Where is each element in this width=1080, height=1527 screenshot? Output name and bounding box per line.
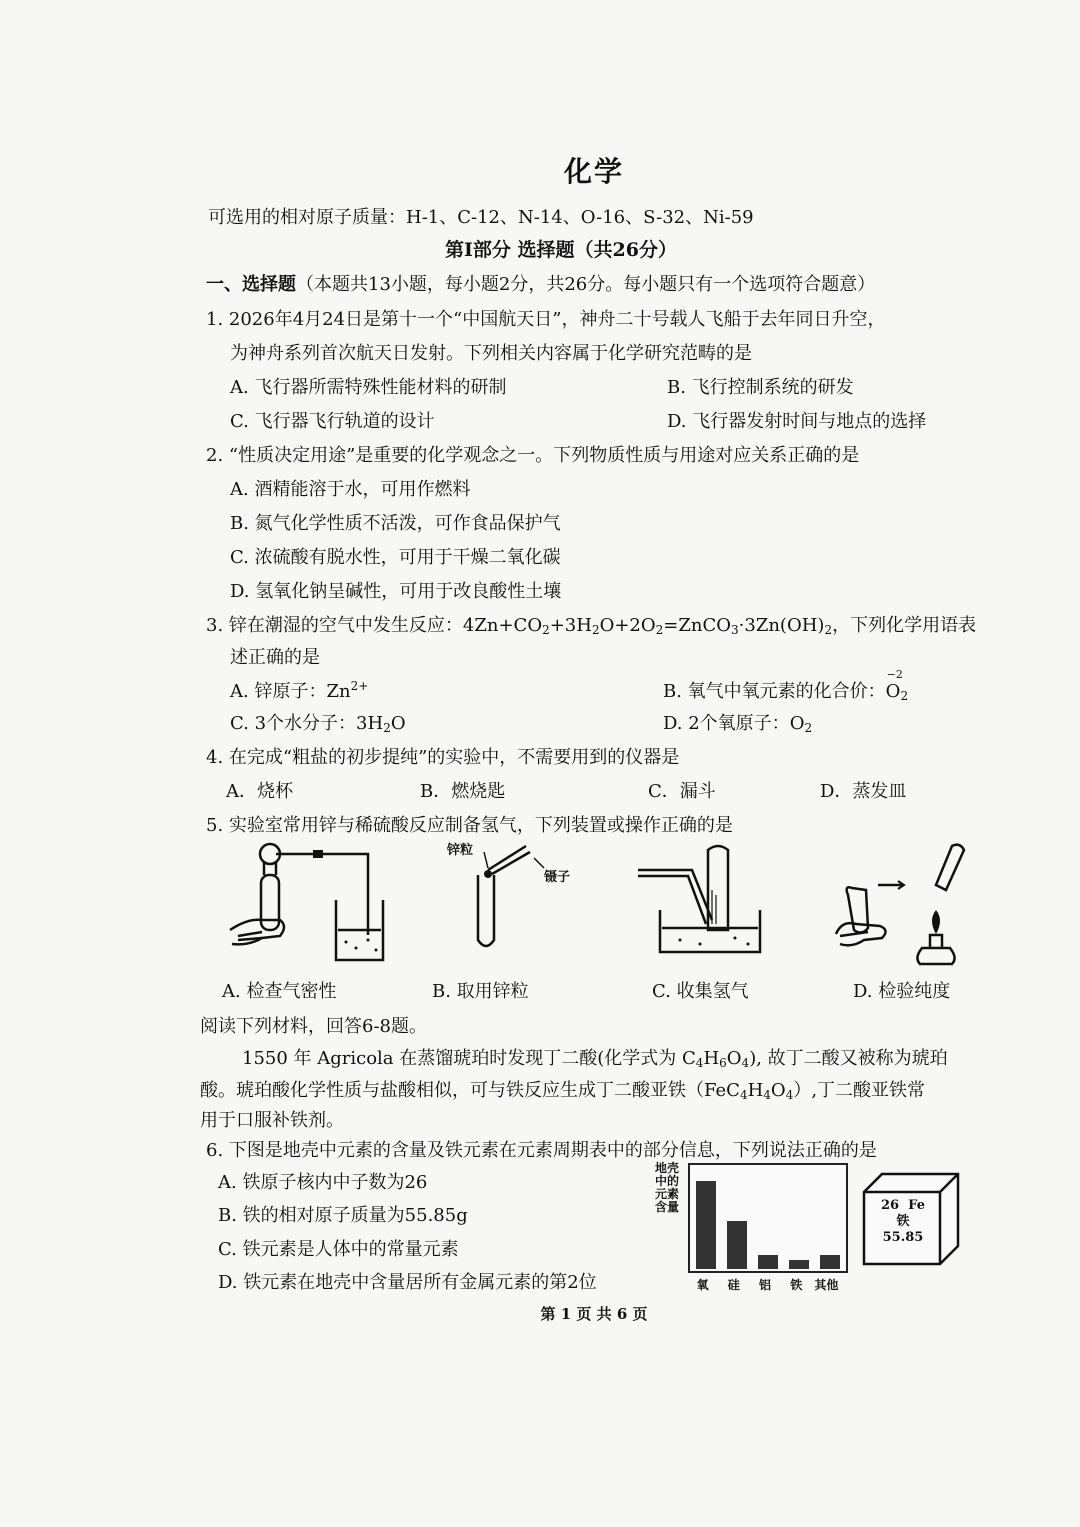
q3-option-c-text: C. 3个水分子：	[230, 713, 357, 734]
q4-option-a: A．烧杯	[226, 781, 293, 802]
chart-ylabel: 地壳中的元素含量	[655, 1161, 680, 1214]
bar-硅	[727, 1221, 747, 1269]
q5-option-a: A. 检查气密性	[222, 981, 337, 1002]
q3-option-c: C. 3个水分子：$3H_2O$	[230, 713, 406, 735]
q6-option-c: C. 铁元素是人体中的常量元素	[218, 1239, 459, 1260]
hydrogen-collection-figure	[630, 840, 770, 965]
page-footer: 第 1 页 共 6 页	[540, 1305, 648, 1323]
tweezers-label: 镊子	[544, 870, 571, 885]
bar-铁	[789, 1260, 809, 1269]
section-heading	[206, 270, 875, 296]
bar-label-硅: 硅	[727, 1278, 740, 1292]
q2-option-d: D. 氢氧化钠呈碱性，可用于改良酸性土壤	[230, 581, 562, 602]
bar-label-其他: 其他	[814, 1278, 839, 1292]
reading-paragraph-line2: 酸。琥珀酸化学性质与盐酸相似，可与铁反应生成丁二酸亚铁$(FeC_4H_4O_4)$,丁二酸亚铁常	[200, 1080, 926, 1102]
page-title: 化学	[563, 155, 624, 188]
bar-其他	[820, 1255, 840, 1269]
q1-stem-line1: 1. 2026年4月24日是第十一个“中国航天日”，神舟二十号载人飞船于去年同日升空，	[206, 309, 886, 330]
section-note: （本题共13小题，每小题2分，共26分。每小题只有一个选项符合题意）	[296, 274, 876, 295]
q3-option-a: A. 锌原子：$Zn^{2+}$	[230, 679, 369, 702]
q4-option-c: C．漏斗	[648, 781, 716, 802]
q3-option-d: D. 2个氧原子：$O_2$	[663, 713, 813, 735]
q1-option-d: D. 飞行器发射时间与地点的选择	[667, 411, 927, 432]
q2-option-b: B. 氮气化学性质不活泼，可作食品保护气	[230, 513, 561, 534]
zinc-pellet-label: 锌粒	[447, 843, 474, 858]
q3-option-b-text: B. 氧气中氧元素的化合价：	[663, 681, 886, 702]
atomic-masses: 可选用的相对原子质量：H-1、C-12、N-14、O-16、S-32、Ni-59	[208, 207, 754, 228]
q5-option-d: D. 检验纯度	[853, 981, 951, 1002]
iron-cell-top	[869, 1198, 937, 1214]
q3-stem-line2: 述正确的是	[230, 647, 320, 668]
reading-paragraph-line1: 1550 年 Agricola 在蒸馏琥珀时发现丁二酸(化学式为 $C_4H_6O_4$), 故丁二酸又被称为琥珀	[242, 1048, 948, 1070]
reading-paragraph-line3: 用于口服补铁剂。	[200, 1110, 344, 1131]
q6-option-d: D. 铁元素在地壳中含量居所有金属元素的第2位	[218, 1272, 597, 1293]
q2-option-a: A. 酒精能溶于水，可用作燃料	[230, 479, 471, 500]
bar-label-氧: 氧	[696, 1278, 709, 1292]
iron-mass: 55.85	[882, 1230, 924, 1245]
part-title: 第Ⅰ部分 选择题（共26分）	[445, 239, 677, 261]
crust-element-chart	[688, 1163, 848, 1273]
q3-stem-pre: 3. 锌在潮湿的空气中发生反应：	[206, 615, 463, 636]
q5-option-c: C. 收集氢气	[652, 981, 749, 1002]
q1-option-a: A. 飞行器所需特殊性能材料的研制	[230, 377, 507, 398]
bar-氧	[696, 1181, 716, 1269]
q6-option-a: A. 铁原子核内中子数为26	[218, 1172, 428, 1193]
q1-option-b: B. 飞行控制系统的研发	[667, 377, 854, 398]
reading-intro: 阅读下列材料，回答6-8题。	[200, 1016, 427, 1037]
bar-铝	[758, 1255, 778, 1269]
q3-option-a-text: A. 锌原子：	[230, 681, 327, 702]
q1-stem-line2: 为神舟系列首次航天日发射。下列相关内容属于化学研究范畴的是	[230, 343, 752, 364]
q2-option-c: C. 浓硫酸有脱水性，可用于干燥二氧化碳	[230, 547, 561, 568]
iron-atomic-number: 26	[881, 1198, 900, 1213]
q6-option-b: B. 铁的相对原子质量为55.85g	[218, 1205, 468, 1226]
q3-stem-post: ，下列化学用语表	[832, 615, 977, 636]
q3-option-b: B. 氧气中氧元素的化合价：$O_2$ −2	[663, 668, 909, 703]
q3-option-d-text: D. 2个氧原子：	[663, 713, 790, 734]
q3-equation: $4Zn+CO_2+3H_2O+2O_2=ZnCO_3\cdot 3Zn(OH)_2$	[462, 615, 833, 637]
bar-label-铁: 铁	[790, 1278, 803, 1292]
q4-option-d: D．蒸发皿	[820, 781, 907, 802]
section-heading-label: 一、选择题	[206, 274, 296, 295]
gas-tightness-check-figure	[228, 840, 388, 970]
iron-symbol: Fe	[908, 1198, 925, 1213]
q3-stem	[206, 611, 976, 637]
reading-line1-post: ), 故丁二酸又被称为琥珀	[749, 1048, 948, 1069]
q2-stem: 2. “性质决定用途”是重要的化学观念之一。下列物质性质与用途对应关系正确的是	[206, 445, 860, 466]
q1-option-c: C. 飞行器飞行轨道的设计	[230, 411, 435, 432]
iron-name: 铁	[896, 1214, 910, 1229]
q4-option-b: B．燃烧匙	[420, 781, 506, 802]
q5-stem: 5. 实验室常用锌与稀硫酸反应制备氢气，下列装置或操作正确的是	[206, 815, 733, 836]
q4-stem: 4. 在完成“粗盐的初步提纯”的实验中，不需要用到的仪器是	[206, 747, 680, 768]
reading-line2-post: ）,丁二酸亚铁常	[793, 1080, 926, 1101]
reading-line1-pre: 1550 年 Agricola 在蒸馏琥珀时发现丁二酸(化学式为	[242, 1048, 683, 1069]
bar-label-铝: 铝	[759, 1278, 772, 1292]
iron-cell	[869, 1198, 937, 1246]
q5-option-b: B. 取用锌粒	[432, 981, 529, 1002]
q6-stem: 6. 下图是地壳中元素的含量及铁元素在元素周期表中的部分信息，下列说法正确的是	[206, 1140, 877, 1161]
purity-test-figure	[832, 840, 982, 970]
reading-line2-pre: 酸。琥珀酸化学性质与盐酸相似，可与铁反应生成丁二酸亚铁（	[200, 1080, 704, 1101]
zinc-pellet-figure	[448, 840, 588, 960]
